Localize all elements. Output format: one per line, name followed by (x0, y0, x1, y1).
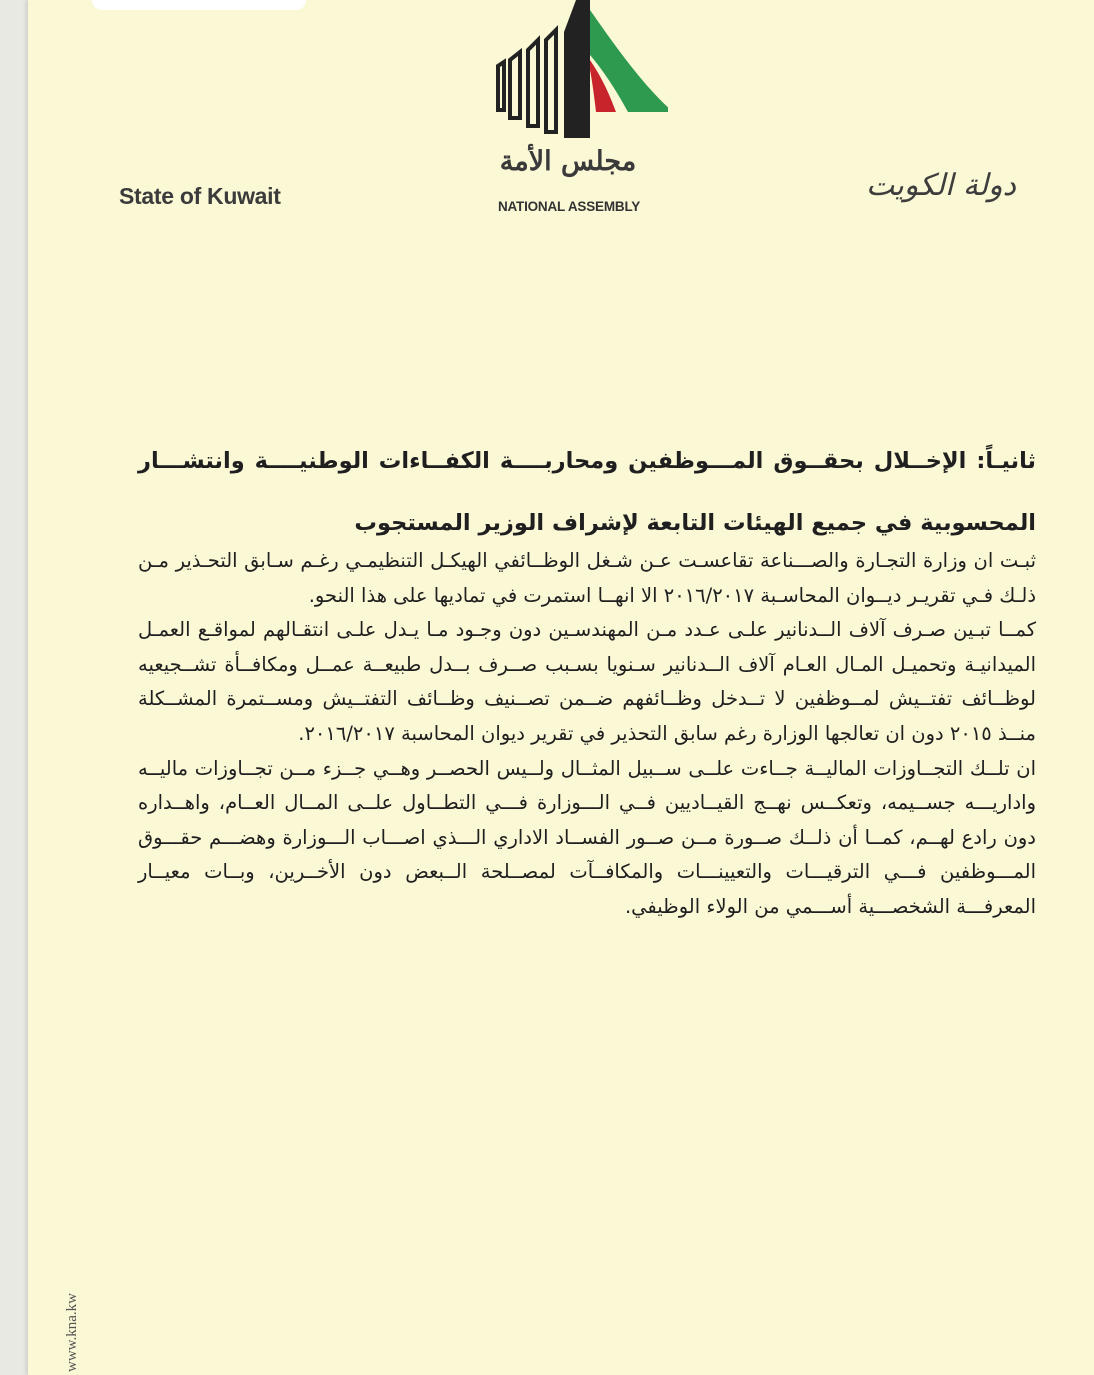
national-assembly-logo-icon (468, 0, 668, 150)
page-top-tab (92, 0, 306, 10)
logo-english-name: NATIONAL ASSEMBLY (497, 199, 641, 214)
paragraph: كمــا تبـين صـرف آلاف الــدنانير علـى عـدد مـن المهندسـين دون وجـود مـا يـدل علـى انتقـالهم لمواقـع العمـل الميدانيـة وتحميـل المـال العـام آلاف الــدنانير سـنويا بسـبب صــرف بــدل طبيعــة عمــل ومكافــأة تشــجيعيه لوظــائف تفتــيش لمــوظفين لا تــدخل وظــائفهم ضــمن تصــنيف وظــائف التفتــيش ومســتمرة المشــكلة منــذ ٢٠١٥ دون ان تعالجها الوزارة رغم سابق التحذير في تقرير ديوان المحاسبة ٢٠١٦/٢٠١٧. (138, 618, 1036, 745)
footer-website: www.kna.kw (64, 1292, 80, 1372)
section-heading: ثانيـاً: الإخــلال بحقــوق المـــوظفين ومحاربــــة الكفــاءات الوطنيــــة وانتشـــار المحسوبية في جميع الهيئات التابعة لإشراف الوزير المستجوب (138, 448, 1036, 536)
english-state-name: State of Kuwait (119, 183, 281, 209)
paragraph: ثبـت ان وزارة التجـارة والصـــناعة تقاعسـت عـن شـغل الوظــائفي الهيكـل التنظيمـي رغـم سـابق التحـذير مـن ذلـك فـي تقريـر ديــوان المحاسـبة ٢٠١٦/٢٠١٧ الا انهــا استمرت في تماديها على هذا النحو. (138, 549, 1036, 607)
document-page (28, 0, 1094, 1375)
paragraph: ان تلــك التجــاوزات الماليــة جــاءت علــى ســبيل المثــال ولــيس الحصــر وهــي جــزء مــن تجــاوزات ماليــه واداريـــه جســيمه، وتعكــس نهــج القيــاديين فــي الـــوزارة فـــي التطــاول علــى المــال العــام، واهــداره دون رادع لهــم، كمــا أن ذلــك صــورة مــن صــور الفســاد الاداري الـــذي اصـــاب الـــوزارة وهضـــم حقـــوق المـــوظفين فـــي الترقيـــات والتعيينـــات والمكافــآت لمصــلحة الــبعض دون الأخــرين، وبــات معيــار المعرفـــة الشخصـــية أســـمي من الولاء الوظيفي. (138, 756, 1036, 918)
logo-arabic-name: مجلس الأمة (499, 146, 637, 177)
arabic-state-name: دولة الكويت (866, 168, 1016, 203)
document-body (138, 544, 1036, 925)
